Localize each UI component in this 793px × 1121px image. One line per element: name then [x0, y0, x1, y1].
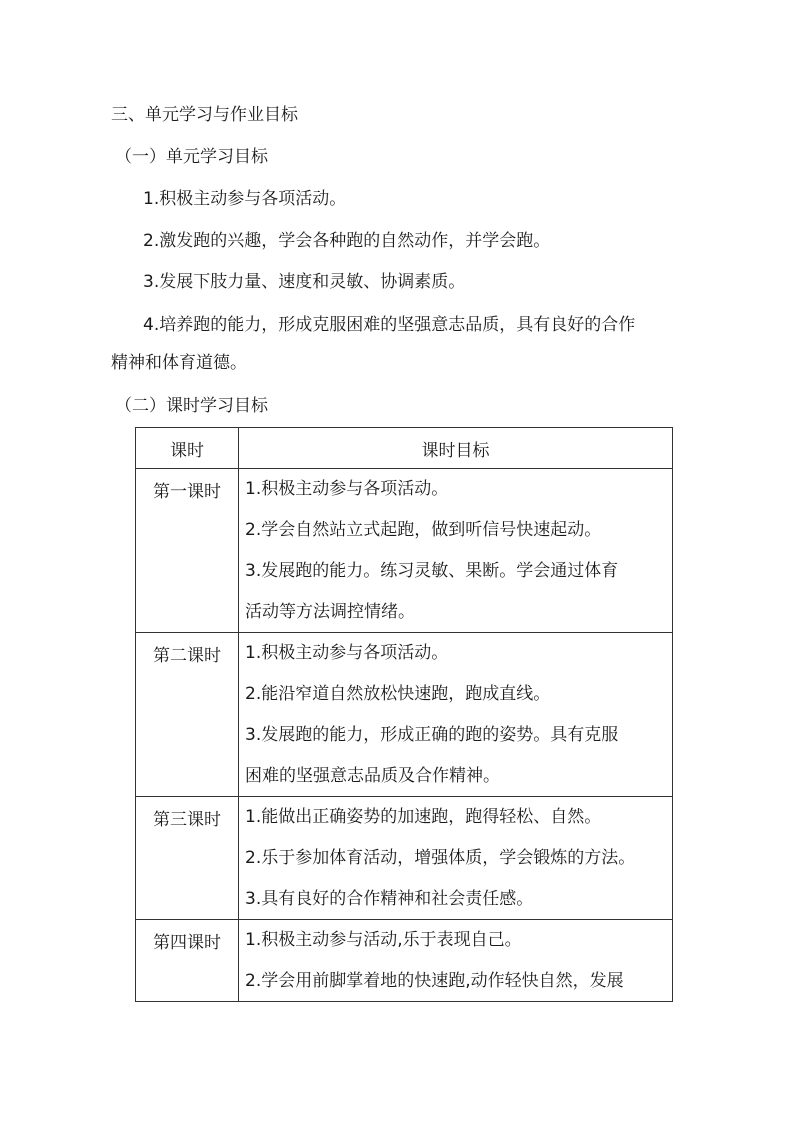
lesson-goals-table — [135, 427, 673, 1002]
table-row — [136, 797, 673, 920]
header-goals: 课时目标 — [239, 428, 673, 469]
goal-line: 2.能沿窄道自然放松快速跑，跑成直线。 — [245, 684, 551, 704]
unit-goal-4-continued: 精神和体育道德。 — [111, 353, 247, 373]
goal-line: 2.学会自然站立式起跑，做到听信号快速起动。 — [245, 520, 602, 540]
unit-goal-1: 1.积极主动参与各项活动。 — [143, 189, 347, 209]
table-row — [136, 469, 673, 633]
period-cell: 第三课时 — [136, 797, 239, 920]
goal-line: 3.发展跑的能力，形成正确的跑的姿势。具有克服 — [245, 725, 619, 745]
table-row — [136, 920, 673, 1002]
header-period: 课时 — [136, 428, 239, 469]
table-header-row — [136, 428, 673, 469]
goal-line: 3.具有良好的合作精神和社会责任感。 — [245, 889, 534, 909]
period-cell: 第四课时 — [136, 920, 239, 1002]
unit-goal-2: 2.激发跑的兴趣，学会各种跑的自然动作，并学会跑。 — [143, 231, 551, 251]
unit-goal-4: 4.培养跑的能力，形成克服困难的坚强意志品质，具有良好的合作 — [143, 315, 636, 335]
goal-cell — [239, 920, 673, 1002]
table-row — [136, 633, 673, 797]
goal-line: 2.学会用前脚掌着地的快速跑,动作轻快自然，发展 — [245, 971, 624, 991]
goal-line: 2.乐于参加体育活动，增强体质，学会锻炼的方法。 — [245, 848, 636, 868]
goal-line: 1.积极主动参与活动,乐于表现自己。 — [245, 930, 522, 950]
lesson-goals-heading: （二）课时学习目标 — [115, 396, 268, 416]
period-cell: 第二课时 — [136, 633, 239, 797]
goal-cell — [239, 469, 673, 633]
goal-cell — [239, 797, 673, 920]
goal-line: 1.能做出正确姿势的加速跑，跑得轻松、自然。 — [245, 807, 602, 827]
unit-goal-3: 3.发展下肢力量、速度和灵敏、协调素质。 — [143, 272, 466, 292]
section-title: 三、单元学习与作业目标 — [111, 105, 298, 125]
unit-goals-heading: （一）单元学习目标 — [115, 147, 268, 167]
goal-line: 1.积极主动参与各项活动。 — [245, 479, 449, 499]
goal-line: 3.发展跑的能力。练习灵敏、果断。学会通过体育 — [245, 561, 619, 581]
period-cell: 第一课时 — [136, 469, 239, 633]
goal-line: 活动等方法调控情绪。 — [245, 602, 415, 622]
goal-cell — [239, 633, 673, 797]
goal-line: 1.积极主动参与各项活动。 — [245, 643, 449, 663]
goal-line: 困难的坚强意志品质及合作精神。 — [245, 766, 500, 786]
